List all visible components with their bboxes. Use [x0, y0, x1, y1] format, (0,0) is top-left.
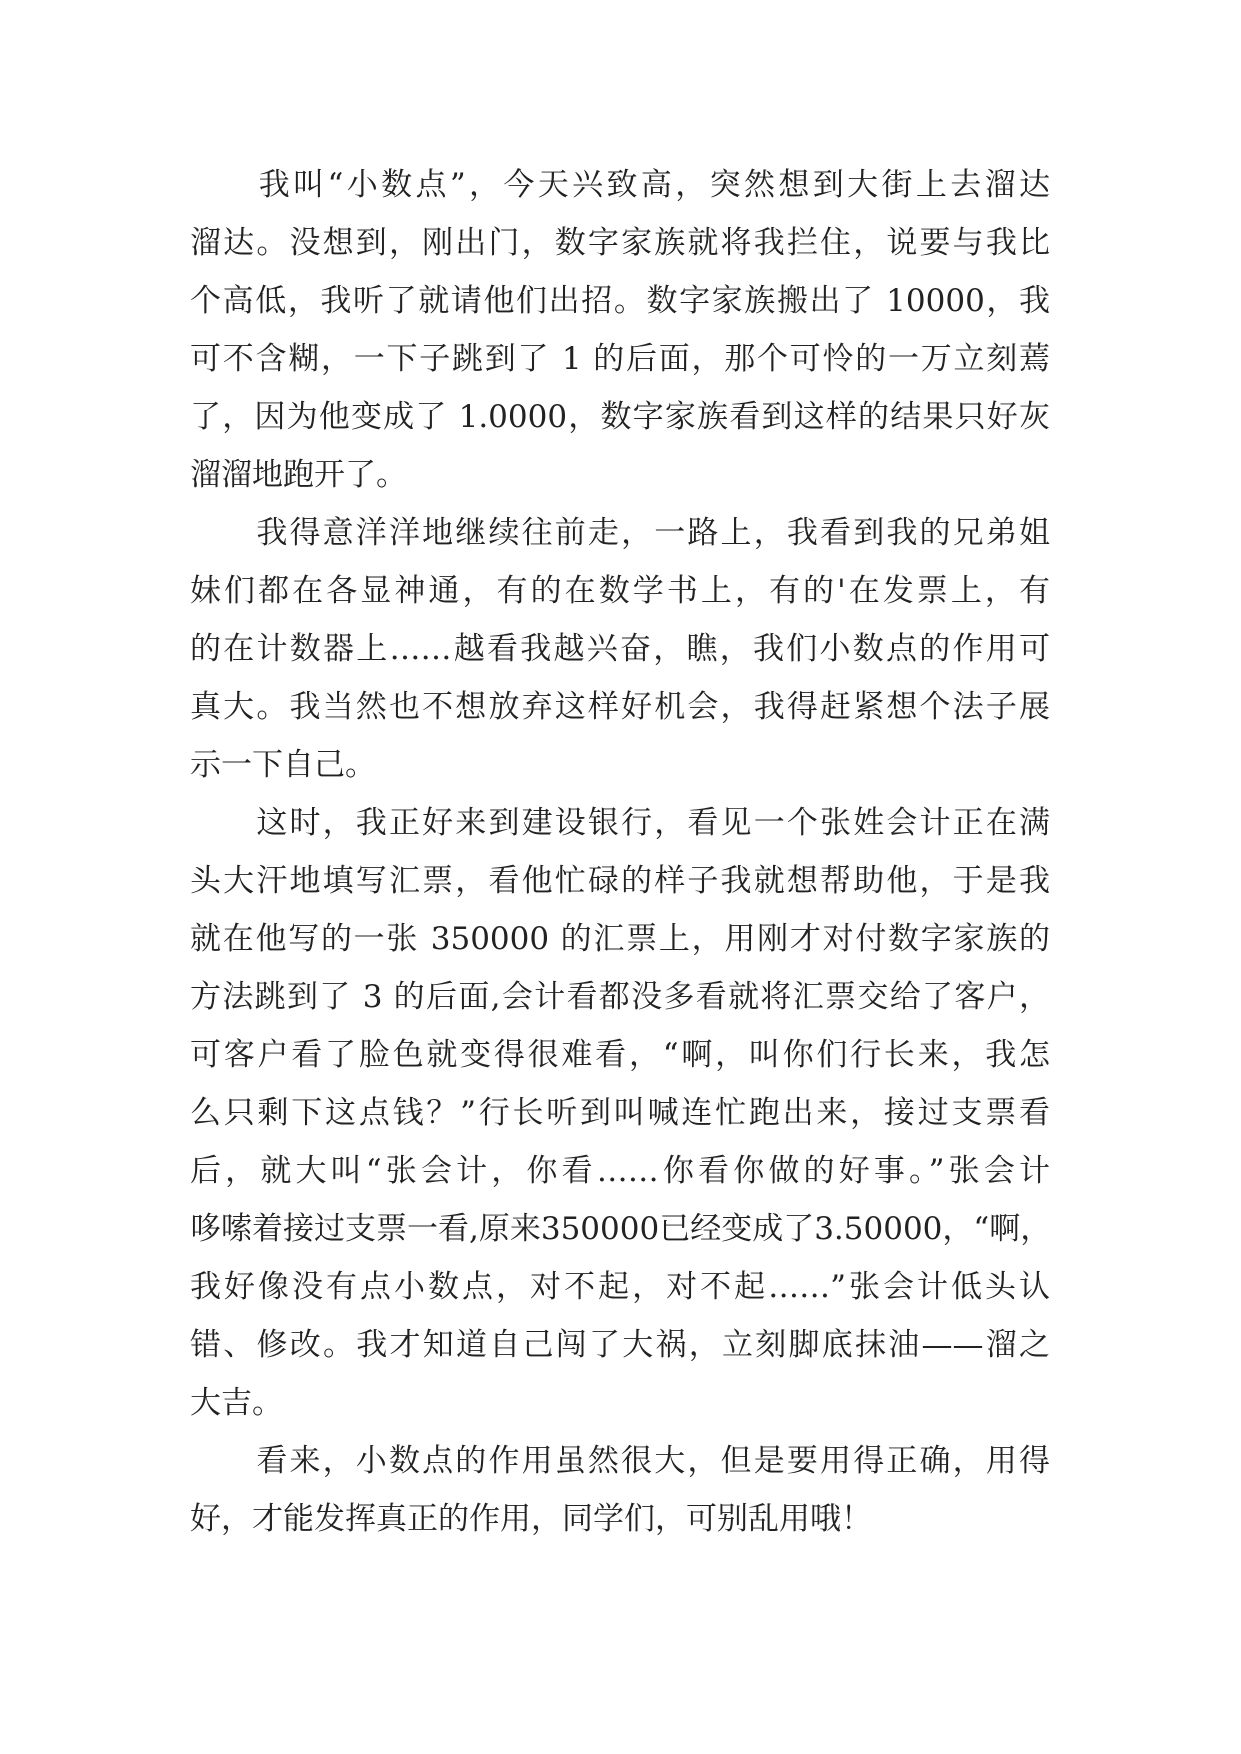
text-line: 后，就大叫“张会计，你看……你看你做的好事。”张会计: [190, 1153, 1050, 1189]
text-line: 可不含糊，一下子跳到了 1 的后面，那个可怜的一万立刻蔫: [190, 341, 1050, 377]
text-line: 这时，我正好来到建设银行，看见一个张姓会计正在满: [190, 805, 1050, 841]
text-line: 好，才能发挥真正的作用，同学们，可别乱用哦！: [190, 1501, 872, 1537]
text-line: 示一下自己。: [190, 747, 376, 783]
text-line: 错、修改。我才知道自己闯了大祸，立刻脚底抹油——溜之: [190, 1327, 1050, 1363]
text-line: 方法跳到了 3 的后面,会计看都没多看就将汇票交给了客户，: [190, 979, 1050, 1015]
text-line: 哆嗦着接过支票一看,原来350000已经变成了3.50000，“啊，: [190, 1211, 1052, 1247]
text-line: 看来，小数点的作用虽然很大，但是要用得正确，用得: [190, 1443, 1050, 1479]
text-line: 头大汗地填写汇票，看他忙碌的样子我就想帮助他，于是我: [190, 863, 1050, 899]
text-line: 可客户看了脸色就变得很难看，“啊，叫你们行长来，我怎: [190, 1037, 1050, 1073]
paragraph-2: [190, 504, 1050, 794]
document-body: [190, 156, 1050, 1548]
text-line: 我好像没有点小数点，对不起，对不起……”张会计低头认: [190, 1269, 1050, 1305]
text-line: 个高低，我听了就请他们出招。数字家族搬出了 10000，我: [190, 283, 1050, 319]
paragraph-4: [190, 1432, 1050, 1548]
text-line: 真大。我当然也不想放弃这样好机会，我得赶紧想个法子展: [190, 689, 1050, 725]
text-line: 么只剩下这点钱？”行长听到叫喊连忙跑出来，接过支票看: [190, 1095, 1050, 1131]
text-line: 的在计数器上……越看我越兴奋，瞧，我们小数点的作用可: [190, 631, 1050, 667]
text-line: 妹们都在各显神通，有的在数学书上，有的'在发票上，有: [190, 573, 1050, 609]
paragraph-3: [190, 794, 1050, 1432]
paragraph-1: [190, 156, 1050, 504]
text-line: 我叫“小数点”，今天兴致高，突然想到大街上去溜达: [190, 167, 1050, 203]
text-line: 大吉。: [190, 1385, 283, 1421]
text-line: 就在他写的一张 350000 的汇票上，用刚才对付数字家族的: [190, 921, 1050, 957]
text-line: 了，因为他变成了 1.0000，数字家族看到这样的结果只好灰: [190, 399, 1050, 435]
text-line: 溜达。没想到，刚出门，数字家族就将我拦住，说要与我比: [190, 225, 1050, 261]
text-line: 我得意洋洋地继续往前走，一路上，我看到我的兄弟姐: [190, 515, 1050, 551]
text-line: 溜溜地跑开了。: [190, 457, 407, 493]
